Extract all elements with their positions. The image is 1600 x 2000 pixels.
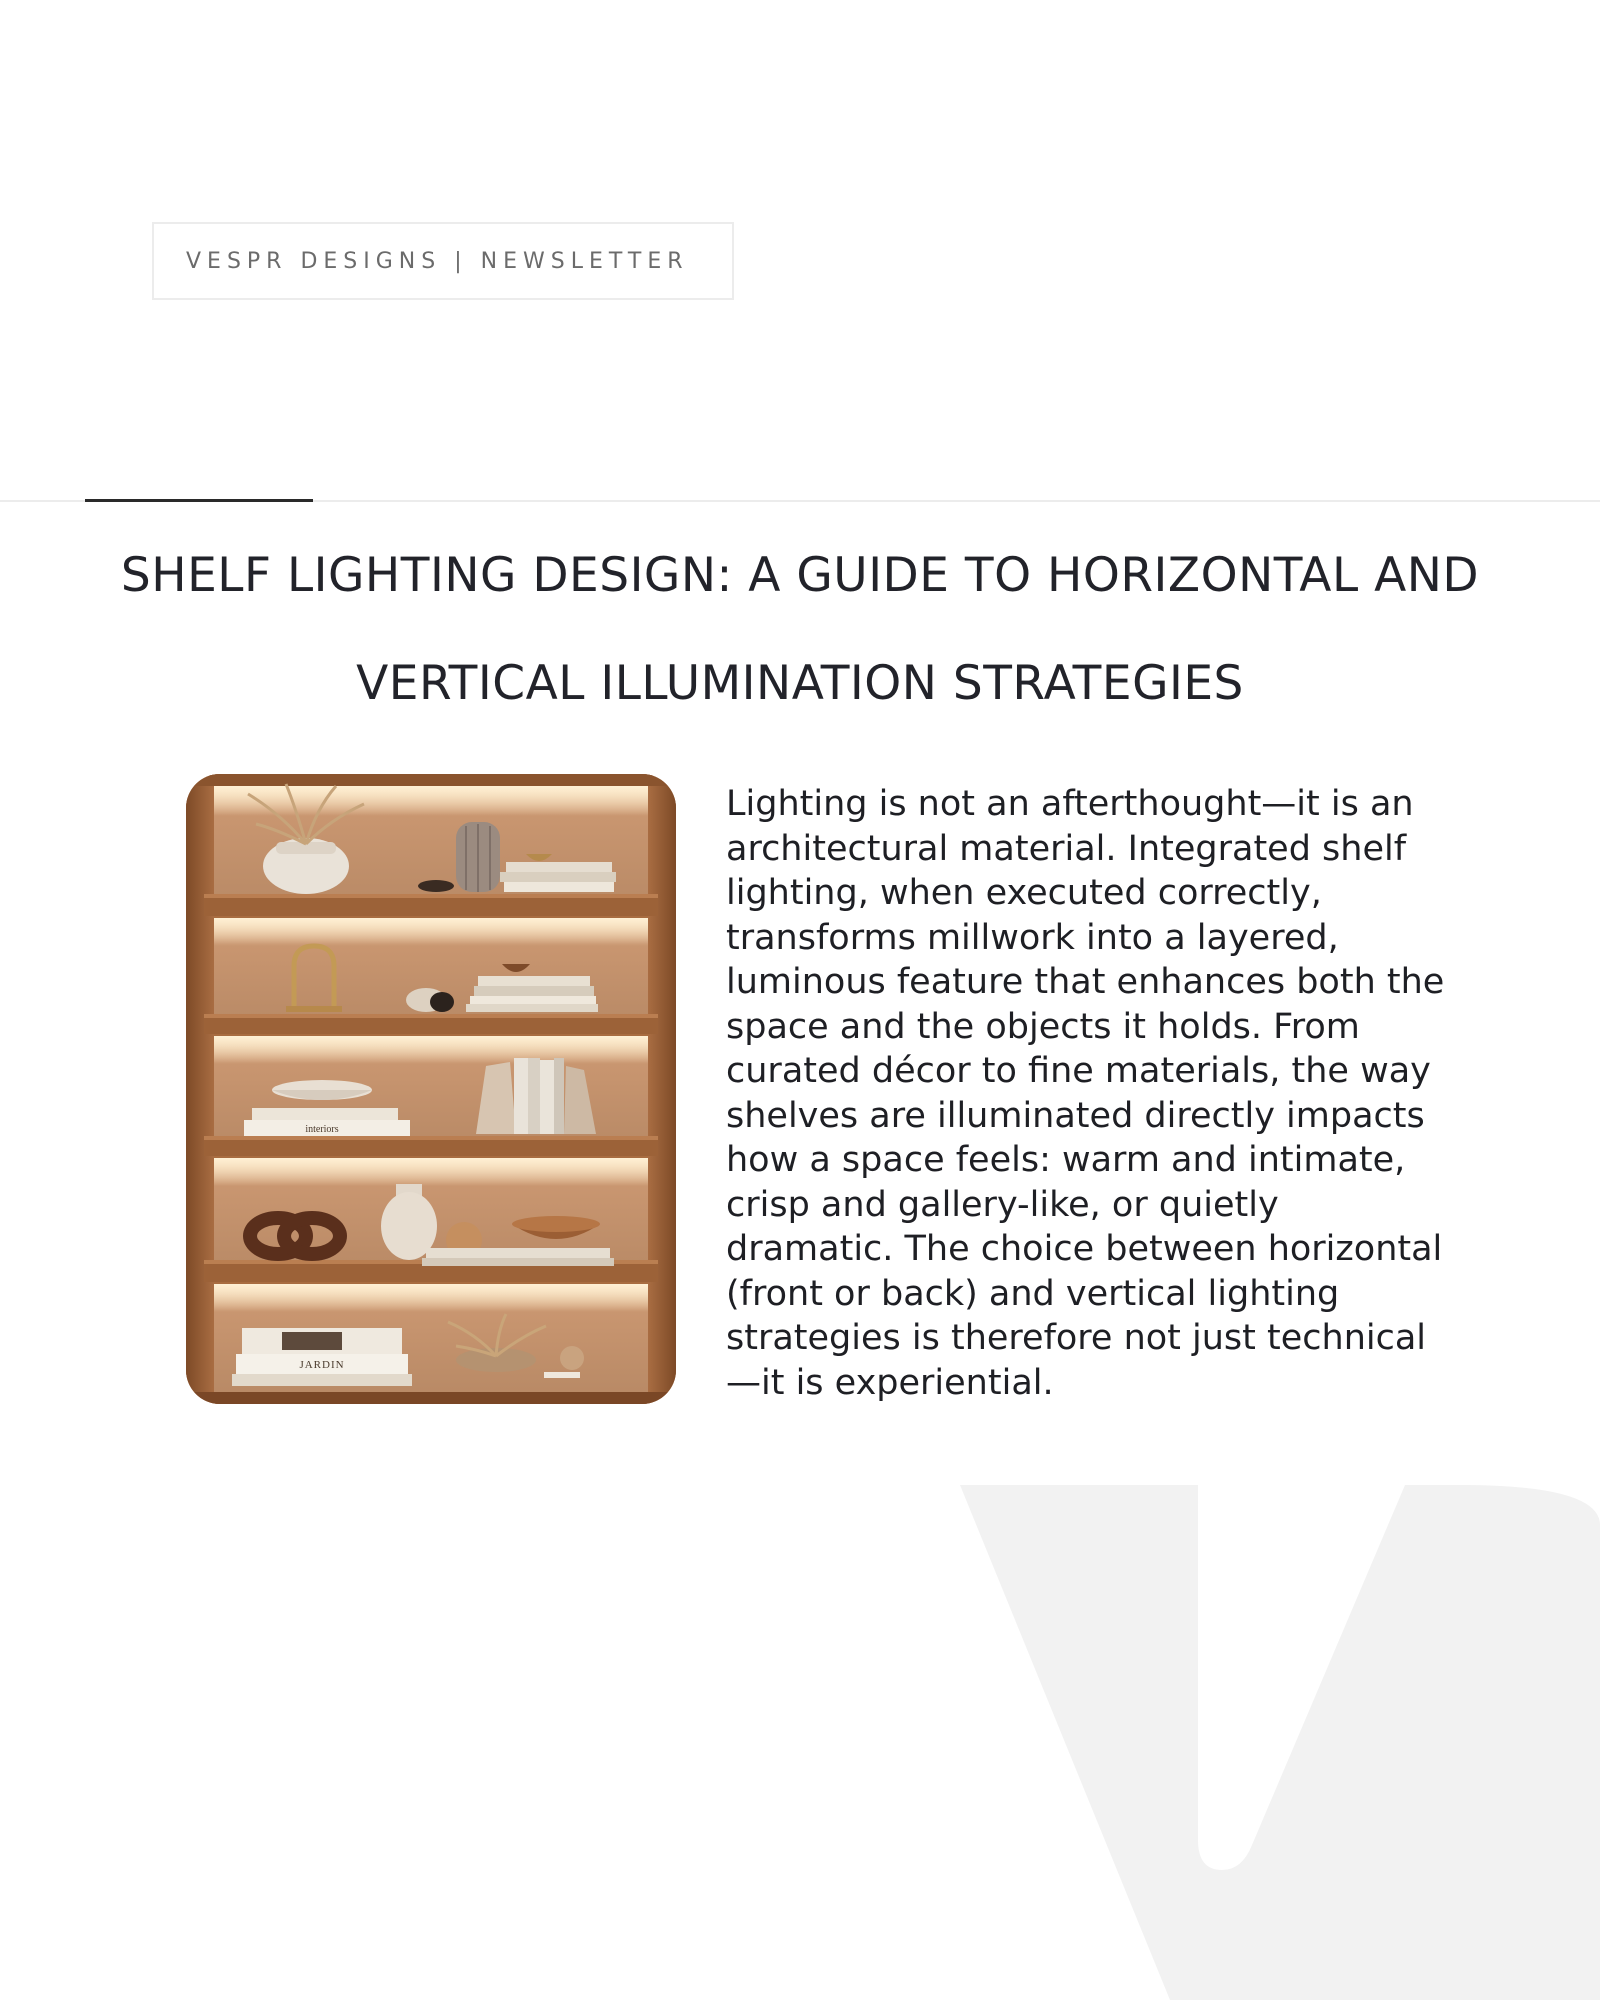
bookends-with-books: [476, 1058, 596, 1134]
newsletter-header-label: VESPR DESIGNS | NEWSLETTER: [186, 248, 689, 274]
book-stack-jardin: [232, 1328, 412, 1386]
book-stack: [244, 1108, 410, 1136]
book-title-interiors: interiors: [305, 1124, 339, 1135]
book-stack: [466, 976, 598, 1012]
ribbed-vase: [456, 822, 500, 892]
article-intro-paragraph: Lighting is not an afterthought—it is an architectural material. Integrated shelf lighting, when executed correctly, transforms millwork into a layered, luminous feature that enhances both the space and the objects it holds. From curated décor to fine materials, the way shelves are illuminated directly impacts how a space feels: warm and intimate, crisp and gallery-like, or quietly dramatic. The choice between horizontal (front or back) and vertical lighting strategies is therefore not just technical—it is experiential.: [726, 784, 1445, 1403]
vespr-logo-watermark: [960, 1485, 1600, 2000]
shelf-side-panel: [186, 774, 214, 1404]
book-stack: [422, 1248, 614, 1266]
article-title: SHELF LIGHTING DESIGN: A GUIDE TO HORIZONTAL AND VERTICAL ILLUMINATION STRATEGIES: [120, 548, 1480, 711]
book-title-jardin: JARDIN: [299, 1359, 345, 1371]
shelf-photo: [186, 774, 676, 1404]
shelf-side-panel: [648, 774, 676, 1404]
section-divider-accent: [85, 499, 313, 502]
book-stack: [500, 862, 616, 892]
newsletter-header-box: [152, 222, 734, 300]
